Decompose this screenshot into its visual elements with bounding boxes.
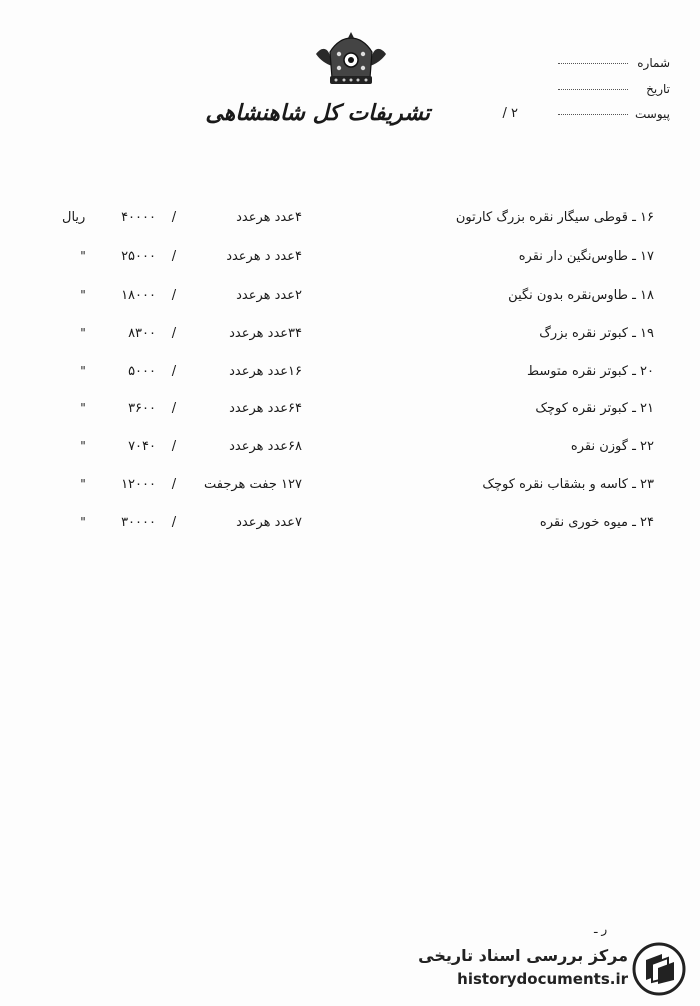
archive-logo-icon bbox=[632, 942, 686, 996]
item-slash: / bbox=[171, 477, 177, 492]
item-price: ۴۰۰۰۰ bbox=[121, 210, 156, 225]
item-description: ۲۲ ـ گوزن نقره bbox=[570, 439, 654, 454]
item-slash: / bbox=[171, 288, 177, 303]
item-number: ۱۷ bbox=[640, 249, 654, 264]
item-price: ۱۲۰۰۰ bbox=[121, 477, 156, 492]
item-ditto: " bbox=[80, 288, 86, 302]
meta-attachment bbox=[502, 106, 670, 121]
item-name: قوطی سیگار نقره بزرگ کارتون bbox=[455, 210, 628, 225]
item-name: میوه خوری نقره bbox=[539, 515, 628, 530]
item-ditto: " bbox=[80, 401, 86, 415]
list-item bbox=[0, 288, 700, 308]
item-quantity: ۴عدد هرعدد bbox=[236, 210, 302, 225]
item-number: ۲۲ bbox=[640, 439, 654, 454]
item-quantity: ۱۲۷ جفت هرجفت bbox=[203, 477, 302, 492]
item-price: ۷۰۴۰ bbox=[128, 439, 156, 454]
meta-attachment-value: ۲ / bbox=[502, 106, 518, 121]
item-slash: / bbox=[171, 364, 177, 379]
item-description: ۲۳ ـ کاسه و بشقاب نقره کوچک bbox=[482, 477, 654, 492]
item-ditto: " bbox=[80, 326, 86, 340]
item-number: ۱۶ bbox=[640, 210, 654, 225]
item-unit: ریال bbox=[62, 210, 86, 225]
item-number: ۲۱ bbox=[640, 401, 654, 416]
meta-number-dots bbox=[558, 63, 628, 64]
meta-date-label: تاریخ bbox=[646, 82, 670, 96]
item-quantity: ۲عدد هرعدد bbox=[236, 288, 302, 303]
meta-date bbox=[530, 82, 670, 96]
item-ditto: " bbox=[80, 249, 86, 263]
item-number: ۲۳ bbox=[640, 477, 654, 492]
item-price: ۱۸۰۰۰ bbox=[121, 288, 156, 303]
list-item bbox=[0, 439, 700, 459]
list-item bbox=[0, 477, 700, 497]
item-name: کبوتر نقره بزرگ bbox=[539, 326, 628, 341]
item-description: ۱۶ ـ قوطی سیگار نقره بزرگ کارتون bbox=[455, 210, 654, 225]
item-quantity: ۴عدد د هرعدد bbox=[226, 249, 302, 264]
item-name: کبوتر نقره کوچک bbox=[535, 401, 628, 416]
item-ditto: " bbox=[80, 477, 86, 491]
item-ditto: " bbox=[80, 515, 86, 529]
item-quantity: ۷عدد هرعدد bbox=[236, 515, 302, 530]
item-slash: / bbox=[171, 439, 177, 454]
item-price: ۸۳۰۰ bbox=[128, 326, 156, 341]
item-name: کاسه و بشقاب نقره کوچک bbox=[482, 477, 628, 492]
page-title: تشریفات کل شاهنشاهی bbox=[205, 100, 430, 126]
list-item bbox=[0, 364, 700, 384]
item-description: ۲۴ ـ میوه خوری نقره bbox=[539, 515, 654, 530]
item-quantity: ۶۸عدد هرعدد bbox=[229, 439, 302, 454]
item-number: ۲۰ bbox=[640, 364, 654, 379]
item-slash: / bbox=[171, 210, 177, 225]
item-name: طاوس‌نگین دار نقره bbox=[518, 249, 628, 264]
item-number: ۱۸ bbox=[640, 288, 654, 303]
list-item bbox=[0, 326, 700, 346]
footer-mark: ر ـ bbox=[594, 922, 608, 936]
item-ditto: " bbox=[80, 364, 86, 378]
watermark-persian: مرکز بررسی اسناد تاریخی bbox=[418, 946, 628, 965]
meta-attachment-dots bbox=[558, 114, 628, 115]
item-description: ۲۰ ـ کبوتر نقره متوسط bbox=[527, 364, 654, 379]
item-name: گوزن نقره bbox=[570, 439, 628, 454]
item-price: ۲۵۰۰۰ bbox=[121, 249, 156, 264]
watermark-url: historydocuments.ir bbox=[457, 970, 628, 988]
item-slash: / bbox=[171, 249, 177, 264]
item-description: ۱۷ ـ طاوس‌نگین دار نقره bbox=[518, 249, 654, 264]
item-slash: / bbox=[171, 515, 177, 530]
item-price: ۳۶۰۰ bbox=[128, 401, 156, 416]
meta-number bbox=[530, 56, 670, 70]
crown-emblem-icon bbox=[312, 32, 390, 92]
item-quantity: ۱۶عدد هرعدد bbox=[229, 364, 302, 379]
item-description: ۱۹ ـ کبوتر نقره بزرگ bbox=[539, 326, 654, 341]
item-price: ۵۰۰۰ bbox=[128, 364, 156, 379]
item-name: طاوس‌نقره بدون نگین bbox=[508, 288, 628, 303]
item-slash: / bbox=[171, 326, 177, 341]
item-description: ۲۱ ـ کبوتر نقره کوچک bbox=[535, 401, 654, 416]
list-item bbox=[0, 210, 700, 230]
item-name: کبوتر نقره متوسط bbox=[527, 364, 628, 379]
item-price: ۳۰۰۰۰ bbox=[121, 515, 156, 530]
item-ditto: " bbox=[80, 439, 86, 453]
list-item bbox=[0, 515, 700, 535]
item-number: ۲۴ bbox=[640, 515, 654, 530]
item-number: ۱۹ bbox=[640, 326, 654, 341]
item-description: ۱۸ ـ طاوس‌نقره بدون نگین bbox=[508, 288, 654, 303]
list-item bbox=[0, 249, 700, 269]
meta-date-dots bbox=[558, 89, 628, 90]
item-slash: / bbox=[171, 401, 177, 416]
item-quantity: ۶۴عدد هرعدد bbox=[229, 401, 302, 416]
item-quantity: ۳۴عدد هرعدد bbox=[229, 326, 302, 341]
meta-attachment-label: پیوست bbox=[635, 107, 670, 121]
list-item bbox=[0, 401, 700, 421]
watermark bbox=[410, 940, 690, 1000]
meta-number-label: شماره bbox=[637, 56, 670, 70]
